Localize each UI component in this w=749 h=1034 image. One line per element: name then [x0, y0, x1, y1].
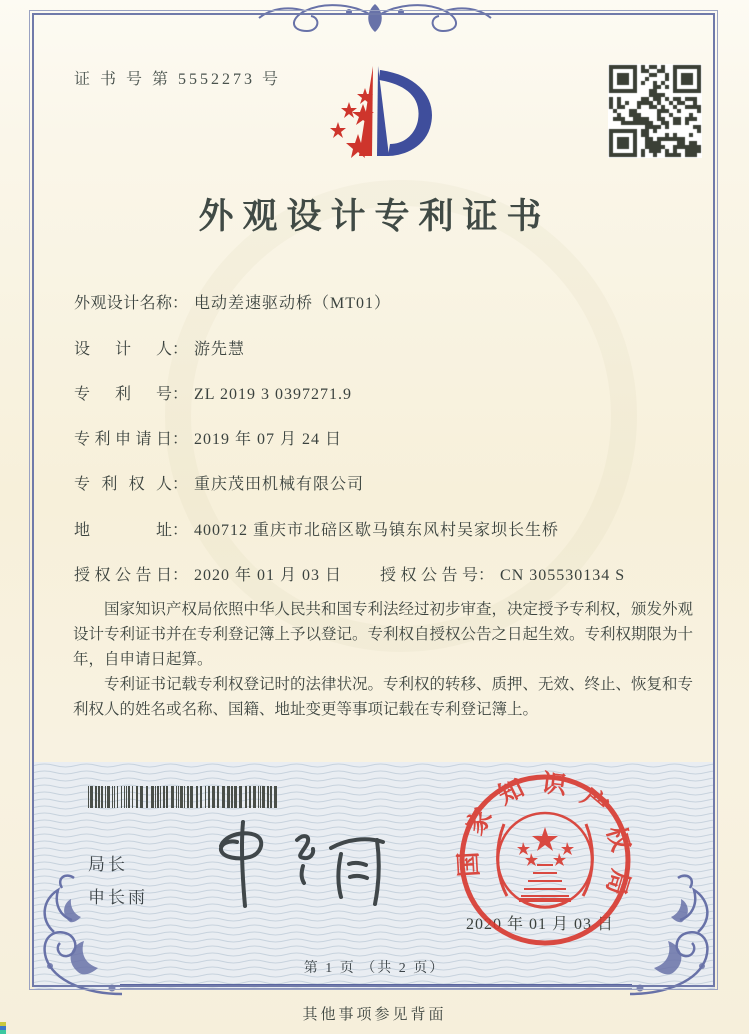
field-grant-number: 授 权 公 告 号 ： CN 305530134 S [380, 562, 625, 585]
field-patentee: 专 利 权 人 ： 重庆茂田机械有限公司 [74, 471, 364, 495]
qr-code-icon [608, 64, 702, 158]
field-value: 游先慧 [194, 341, 246, 358]
field-label: 地 址 [74, 522, 172, 539]
field-design-name: 外 观 设 计 名 称 ： 电动差速驱动桥（MT01） [74, 290, 391, 314]
field-value: 2019 年 07 月 24 日 [194, 431, 343, 448]
field-address: 地 址 ： 400712 重庆市北碚区歇马镇东风村吴家坝长生桥 [74, 517, 559, 541]
print-registration-mark [0, 1022, 6, 1034]
cnipa-logo-icon [292, 44, 462, 176]
field-value: 重庆茂田机械有限公司 [194, 476, 365, 493]
field-value: 2020 年 01 月 03 日 [194, 567, 343, 584]
official-seal [438, 752, 653, 967]
field-label: 专 利 号 [74, 386, 172, 403]
field-value: 电动差速驱动桥（MT01） [194, 295, 392, 312]
field-label: 专 利 权 人 [74, 476, 172, 493]
back-note: 其他事项参见背面 [302, 1007, 447, 1023]
director-name-label: 申长雨 [88, 888, 148, 907]
certificate-number: 证 书 号 第 5552273 号 [74, 71, 282, 88]
panel-bottom-rule [120, 984, 632, 986]
barcode-icon [86, 786, 284, 808]
field-label: 外 观 设 计 名 称 [74, 295, 172, 312]
field-label: 设 计 人 [74, 341, 172, 358]
certificate-title: 外观设计专利证书 [198, 197, 551, 236]
bottom-right-flourish [626, 874, 726, 1000]
field-patent-number: 专 利 号 ： ZL 2019 3 0397271.9 [74, 381, 352, 405]
top-ornament-flourish [253, 0, 497, 36]
handwritten-signature [205, 810, 400, 920]
field-grant-row: 授 权 公 告 日 ： 2020 年 01 月 03 日 授 权 公 告 号 ： CN 305530134 S [74, 562, 342, 586]
field-filing-date: 专 利 申 请 日 ： 2019 年 07 月 24 日 [74, 426, 342, 450]
field-label: 授 权 公 告 号 [380, 567, 478, 584]
field-value: CN 305530134 S [500, 567, 626, 584]
field-value: ZL 2019 3 0397271.9 [194, 386, 352, 403]
bottom-left-flourish [26, 874, 126, 1000]
legal-paragraph-grant: 国家知识产权局依照中华人民共和国专利法经过初步审查，决定授予专利权，颁发外观设计专利证书并在专利登记簿上予以登记。专利权自授权公告之日起生效。专利权期限为十年，自申请日起算。 [73, 601, 694, 668]
field-label: 授 权 公 告 日 [74, 567, 172, 584]
field-value: 400712 重庆市北碚区歇马镇东风村吴家坝长生桥 [194, 522, 560, 539]
page-number: 第 1 页 （共 2 页） [303, 961, 446, 976]
seal-date: 2020 年 01 月 03 日 [466, 916, 615, 933]
seal-org-text: 国家知识产权局 [455, 770, 634, 898]
legal-paragraph-register: 专利证书记载专利权登记时的法律状况。专利权的转移、质押、无效、终止、恢复和专利权人的姓名或名称、国籍、地址变更等事项记载在专利登记簿上。 [73, 676, 694, 718]
director-title-label: 局长 [88, 855, 128, 874]
panel-bottom-rule-thin [120, 988, 632, 989]
field-designer: 设 计 人 ： 游先慧 [74, 336, 245, 360]
field-label: 专 利 申 请 日 [74, 431, 172, 448]
